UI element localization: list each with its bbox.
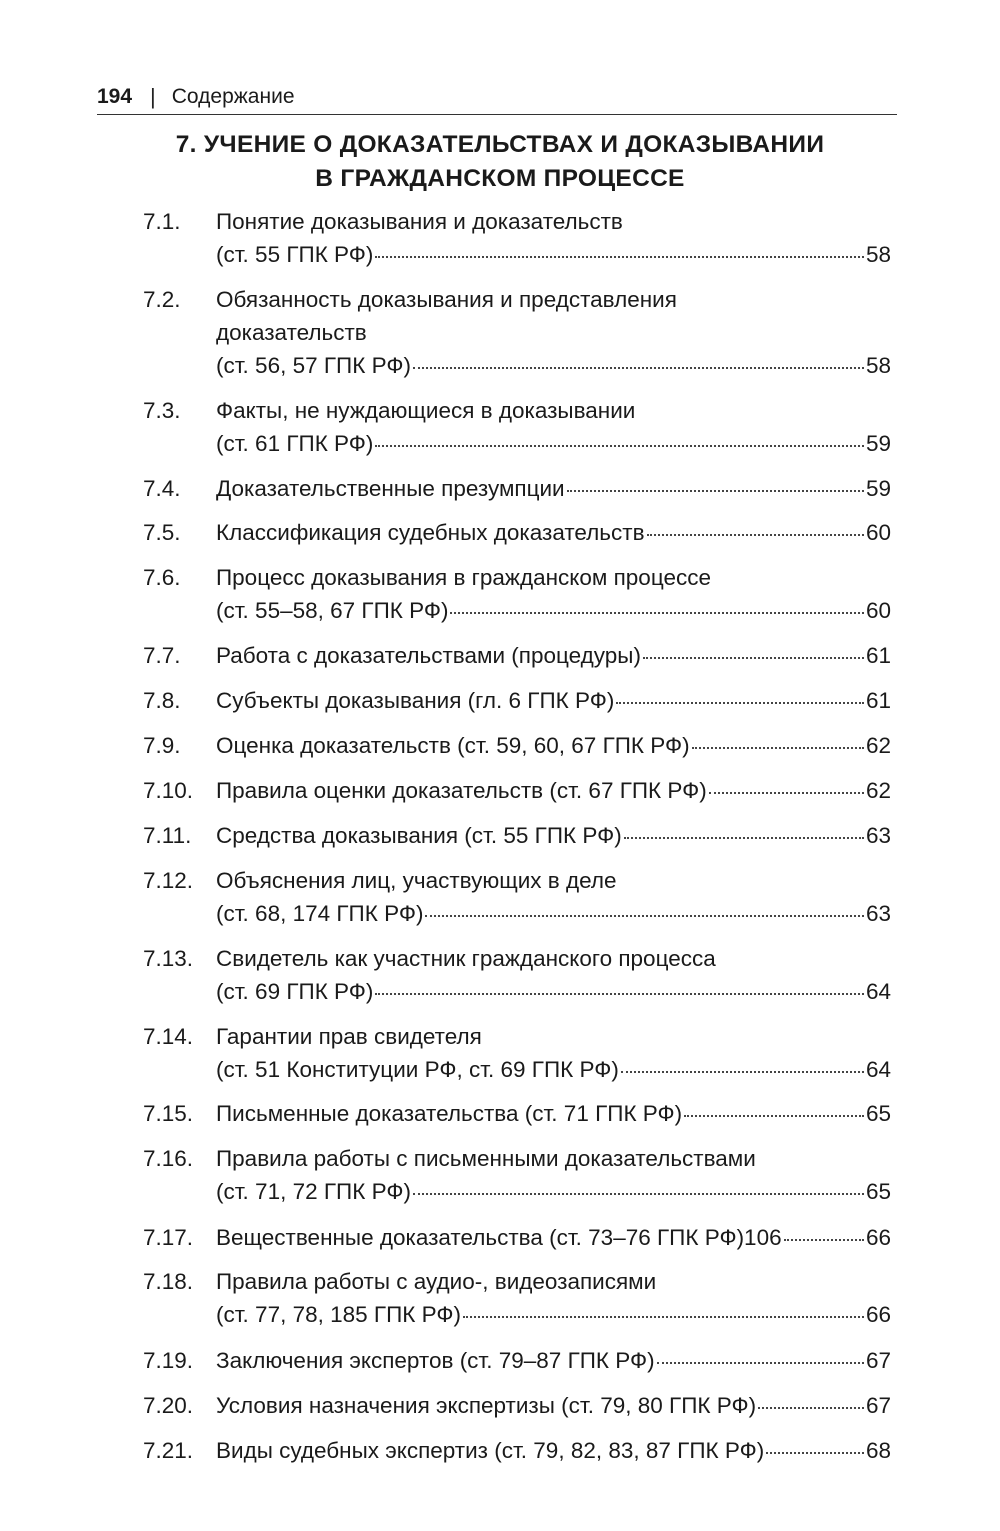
- toc-entry-number: 7.20.: [143, 1393, 194, 1418]
- toc-entry-title: (ст. 69 ГПК РФ): [216, 979, 374, 1004]
- toc-entry-leader-line: [216, 594, 891, 627]
- toc-entry-title: Доказательственные презумпции: [216, 476, 565, 501]
- toc-entry-leader-line: [216, 349, 891, 382]
- toc-entry-page: 66: [865, 1225, 891, 1250]
- toc-entry-title: Работа с доказательствами (процедуры): [216, 643, 641, 668]
- dot-leader: [425, 915, 864, 917]
- dot-leader: [375, 993, 864, 995]
- toc-entry-body: [216, 819, 891, 852]
- toc-entry-page: 63: [865, 823, 891, 848]
- toc-entry-body: [216, 205, 891, 271]
- page-number: 194: [97, 85, 133, 108]
- dot-leader: [784, 1239, 864, 1241]
- toc-entry-body: [216, 561, 891, 627]
- toc-entry-number: 7.1.: [143, 209, 181, 234]
- toc-entry-page: 63: [865, 901, 891, 926]
- toc-entry-leader-line: [216, 472, 891, 505]
- toc-entry-body: [216, 1389, 891, 1422]
- toc-entry-title: Виды судебных экспертиз (ст. 79, 82, 83, 87 ГПК РФ): [216, 1438, 765, 1463]
- toc-entry-leader-line: [216, 1097, 891, 1130]
- toc-entry-number: 7.5.: [143, 520, 181, 545]
- toc-entry-number: 7.14.: [143, 1024, 194, 1049]
- toc-entry-title: Субъекты доказывания (гл. 6 ГПК РФ): [216, 688, 615, 713]
- toc-entry-body: [216, 1434, 891, 1467]
- toc-entry-page: 59: [865, 431, 891, 456]
- toc-entry-number: 7.6.: [143, 565, 181, 590]
- dot-leader: [413, 367, 864, 369]
- toc-entry-title: Условия назначения экспертизы (ст. 79, 80 ГПК РФ): [216, 1393, 757, 1418]
- toc-entry-page: 60: [865, 598, 891, 623]
- toc-entry-title-line: Правила работы с письменными доказательствами: [216, 1146, 756, 1171]
- toc-entry-title: (ст. 77, 78, 185 ГПК РФ): [216, 1302, 461, 1327]
- dot-leader: [621, 1071, 864, 1073]
- toc-entry-number: 7.9.: [143, 733, 181, 758]
- toc-entry-title-line: Процесс доказывания в гражданском процессе: [216, 565, 711, 590]
- chapter-title: [100, 128, 900, 196]
- toc-entry-leader-line: [216, 238, 891, 271]
- dot-leader: [375, 445, 864, 447]
- toc-entry-leader-line: [216, 1175, 891, 1208]
- toc-entry-title: (ст. 55–58, 67 ГПК РФ): [216, 598, 449, 623]
- toc-entry-number: 7.11.: [143, 823, 192, 848]
- toc-entry-title: (ст. 55 ГПК РФ): [216, 242, 374, 267]
- toc-entry-title: Правила оценки доказательств (ст. 67 ГПК РФ): [216, 778, 707, 803]
- toc-entry-number: 7.2.: [143, 287, 181, 312]
- dot-leader: [375, 256, 864, 258]
- dot-leader: [616, 702, 864, 704]
- toc-entry-title-line: Обязанность доказывания и представления: [216, 287, 677, 312]
- dot-leader: [692, 747, 864, 749]
- toc-entry-title: (ст. 68, 174 ГПК РФ): [216, 901, 424, 926]
- toc-entry-body: [216, 394, 891, 460]
- toc-entry-title: Письменные доказательства (ст. 71 ГПК РФ): [216, 1101, 683, 1126]
- toc-entry-body: [216, 864, 891, 930]
- toc-entry-number: 7.7.: [143, 643, 181, 668]
- chapter-title-line-2: В ГРАЖДАНСКОМ ПРОЦЕССЕ: [315, 165, 685, 192]
- toc-entry-body: [216, 283, 891, 382]
- toc-entry-title-line: Гарантии прав свидетеля: [216, 1024, 482, 1049]
- toc-entry-number: 7.16.: [143, 1146, 194, 1171]
- toc-entry-title: Средства доказывания (ст. 55 ГПК РФ): [216, 823, 622, 848]
- toc-entry-body: [216, 639, 891, 672]
- toc-entry-title: (ст. 61 ГПК РФ): [216, 431, 374, 456]
- toc-entry-leader-line: [216, 774, 891, 807]
- toc-entry-number: 7.12.: [143, 868, 194, 893]
- toc-entry-number: 7.19.: [143, 1348, 194, 1373]
- dot-leader: [684, 1115, 864, 1117]
- toc-entry-body: [216, 1265, 891, 1331]
- dot-leader: [758, 1407, 864, 1409]
- toc-entry-title-line: Объяснения лиц, участвующих в деле: [216, 868, 617, 893]
- toc-entry-leader-line: [216, 729, 891, 762]
- toc-entry-body: [216, 1142, 891, 1208]
- toc-entry-number: 7.21.: [143, 1438, 194, 1463]
- toc-entry-page: 67: [865, 1348, 891, 1373]
- toc-entry-page: 64: [865, 979, 891, 1004]
- toc-entry-leader-line: [216, 1344, 891, 1377]
- toc-entry-body: [216, 1221, 891, 1254]
- toc-entry-leader-line: [216, 897, 891, 930]
- dot-leader: [450, 612, 863, 614]
- toc-entry-leader-line: [216, 639, 891, 672]
- toc-entry-body: [216, 1020, 891, 1086]
- toc-entry-leader-line: [216, 1221, 891, 1254]
- toc-entry-leader-line: [216, 1389, 891, 1422]
- toc-entry-body: [216, 516, 891, 549]
- toc-entry-title-line: Свидетель как участник гражданского процесса: [216, 946, 716, 971]
- toc-entry-title: Заключения экспертов (ст. 79–87 ГПК РФ): [216, 1348, 655, 1373]
- running-head: [97, 80, 897, 115]
- toc-entry-title-line: Правила работы с аудио-, видеозаписями: [216, 1269, 657, 1294]
- toc-entry-page: 62: [865, 778, 891, 803]
- dot-leader: [413, 1193, 864, 1195]
- toc-entry-body: [216, 729, 891, 762]
- toc-entry-title: (ст. 71, 72 ГПК РФ): [216, 1179, 411, 1204]
- toc-entry-number: 7.18.: [143, 1269, 194, 1294]
- toc-entry-leader-line: [216, 1434, 891, 1467]
- toc-entry-leader-line: [216, 1053, 891, 1086]
- toc-entry-page: 65: [865, 1101, 891, 1126]
- toc-entry-number: 7.10.: [143, 778, 194, 803]
- toc-entry-page: 66: [865, 1302, 891, 1327]
- toc-entry-page: 62: [865, 733, 891, 758]
- toc-entry-page: 64: [865, 1057, 891, 1082]
- toc-entry-body: [216, 1344, 891, 1377]
- dot-leader: [647, 534, 864, 536]
- header-title: Содержание: [171, 85, 295, 108]
- toc-entry-title: (ст. 56, 57 ГПК РФ): [216, 353, 411, 378]
- dot-leader: [567, 490, 864, 492]
- toc-entry-page: 65: [865, 1179, 891, 1204]
- toc-entry-body: [216, 1097, 891, 1130]
- toc-entry-number: 7.8.: [143, 688, 181, 713]
- toc-entry-body: [216, 472, 891, 505]
- toc-entry-leader-line: [216, 684, 891, 717]
- toc-entry-number: 7.15.: [143, 1101, 194, 1126]
- dot-leader: [766, 1452, 864, 1454]
- toc-entry-page: 58: [865, 242, 891, 267]
- toc-entry-page: 61: [865, 643, 891, 668]
- toc-entry-title: Вещественные доказательства (ст. 73–76 ГПК РФ)106: [216, 1225, 782, 1250]
- toc-entry-number: 7.17.: [143, 1225, 194, 1250]
- toc-entry-number: 7.4.: [143, 476, 181, 501]
- toc-entry-page: 59: [865, 476, 891, 501]
- dot-leader: [709, 792, 864, 794]
- toc-entry-page: 68: [865, 1438, 891, 1463]
- toc-entry-title: Классификация судебных доказательств: [216, 520, 645, 545]
- toc-entry-leader-line: [216, 1298, 891, 1331]
- toc-entry-title: Оценка доказательств (ст. 59, 60, 67 ГПК РФ): [216, 733, 690, 758]
- dot-leader: [657, 1362, 864, 1364]
- toc-entry-leader-line: [216, 516, 891, 549]
- toc-entry-body: [216, 774, 891, 807]
- toc-entry-page: 60: [865, 520, 891, 545]
- toc-entry-page: 61: [865, 688, 891, 713]
- chapter-title-line-1: 7. УЧЕНИЕ О ДОКАЗАТЕЛЬСТВАХ И ДОКАЗЫВАНИИ: [175, 131, 825, 158]
- toc-entry-leader-line: [216, 819, 891, 852]
- header-separator: |: [150, 84, 156, 109]
- toc-entry-title-line: доказательств: [216, 320, 367, 345]
- toc-entry-page: 58: [865, 353, 891, 378]
- toc-entry-leader-line: [216, 427, 891, 460]
- toc-entry-title-line: Факты, не нуждающиеся в доказывании: [216, 398, 636, 423]
- toc-entry-number: 7.13.: [143, 946, 194, 971]
- toc-entry-body: [216, 942, 891, 1008]
- toc-entry-page: 67: [865, 1393, 891, 1418]
- toc-entry-title-line: Понятие доказывания и доказательств: [216, 209, 623, 234]
- toc-entry-body: [216, 684, 891, 717]
- toc-entry-title: (ст. 51 Конституции РФ, ст. 69 ГПК РФ): [216, 1057, 619, 1082]
- dot-leader: [643, 657, 864, 659]
- dot-leader: [624, 837, 864, 839]
- toc-entry-leader-line: [216, 975, 891, 1008]
- dot-leader: [463, 1316, 864, 1318]
- toc-entry-number: 7.3.: [143, 398, 181, 423]
